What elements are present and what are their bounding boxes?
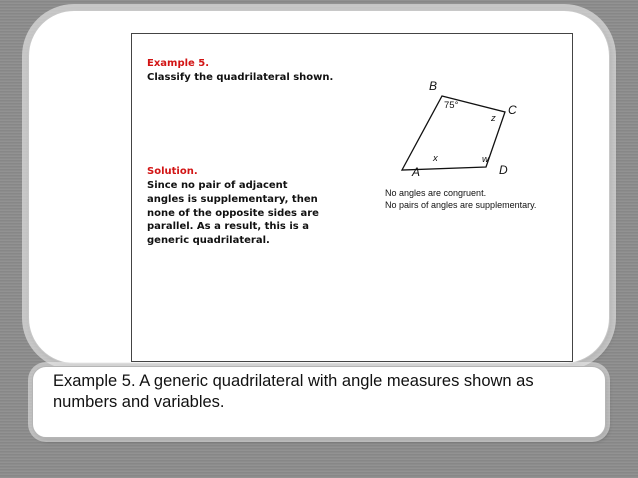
vertex-label-d: D: [499, 163, 508, 177]
solution-title: Solution.: [147, 166, 198, 177]
note-no-congruent: No angles are congruent.: [385, 188, 487, 198]
angle-label-a: x: [433, 153, 438, 164]
caption-text: Example 5. A generic quadrilateral with angle measures shown as numbers and variables.: [53, 372, 534, 411]
figure-notes: [385, 187, 536, 211]
angle-label-d: w: [482, 154, 489, 165]
solution-text: Since no pair of adjacent angles is supplementary, then none of the opposite sides are parallel. As a result, this is a generic quadrilateral.: [147, 180, 319, 247]
caption-box: [32, 366, 606, 438]
angle-label-b: 75°: [444, 100, 459, 111]
vertex-label-a: A: [412, 165, 421, 179]
quadrilateral-figure: [372, 74, 572, 194]
example-title: Example 5.: [147, 58, 210, 69]
angle-label-c: z: [491, 113, 496, 124]
example-question: Classify the quadrilateral shown.: [147, 72, 334, 83]
slide-content-frame: [131, 33, 573, 362]
note-no-supplementary: No pairs of angles are supplementary.: [385, 200, 537, 211]
vertex-label-c: C: [508, 103, 517, 117]
vertex-label-b: B: [429, 79, 438, 93]
slide-card: [28, 10, 610, 364]
